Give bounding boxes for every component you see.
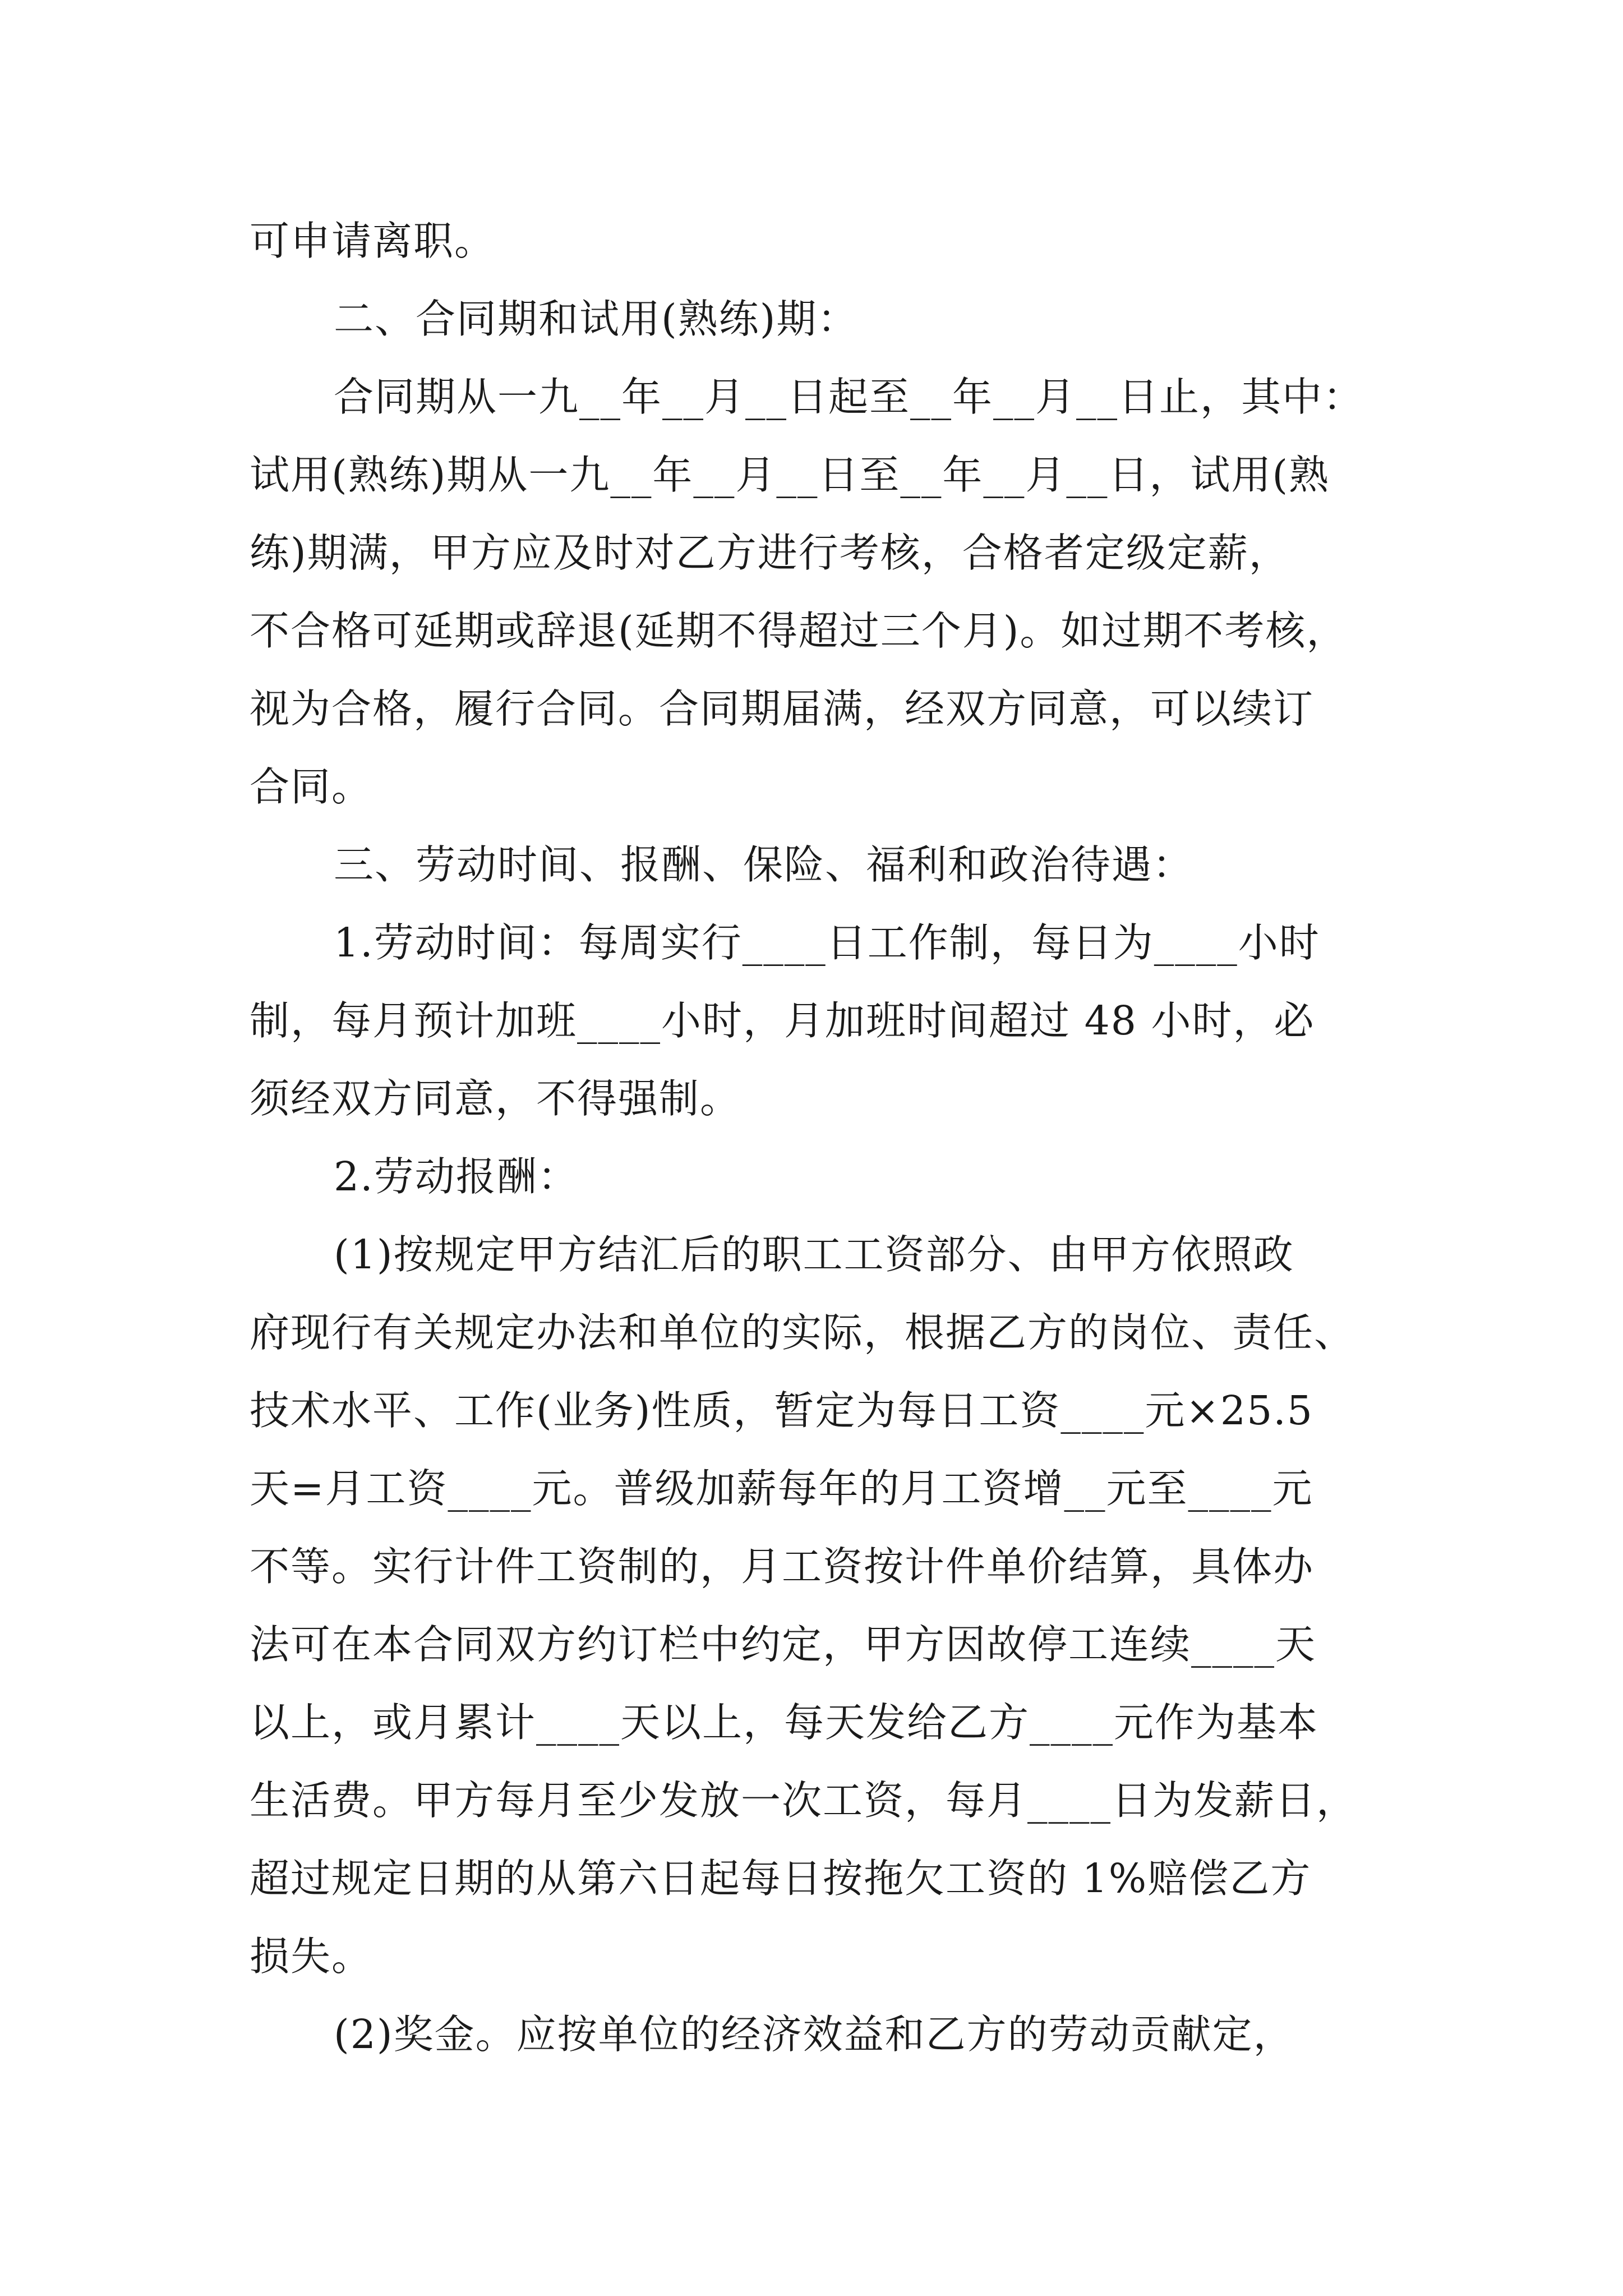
paragraph [250,1995,1377,2073]
text-line: 超过规定日期的从第六日起每日按拖欠工资的 1%赔偿乙方 [250,1855,1312,1902]
section-heading [250,280,1377,358]
text-line: 不合格可延期或辞退(延期不得超过三个月)。如过期不考核， [250,608,1348,654]
text-line: 技术水平、工作(业务)性质，暂定为每日工资____元×25.5 [250,1387,1313,1434]
paragraph [250,358,1377,826]
text-line: (2)奖金。应按单位的经济效益和乙方的劳动贡献定， [334,2011,1294,2058]
text-line: 生活费。甲方每月至少发放一次工资，每月____日为发薪日， [250,1777,1358,1824]
text-line: 视为合格，履行合同。合同期届满，经双方同意，可以续订 [250,685,1315,732]
paragraph [250,904,1377,1138]
text-line: (1)按规定甲方结汇后的职工工资部分、由甲方依照政 [334,1231,1294,1278]
section-heading [250,826,1377,904]
text-line: 1.劳动时间：每周实行____日工作制，每日为____小时 [334,919,1320,966]
text-line: 以上，或月累计____天以上，每天发给乙方____元作为基本 [250,1699,1319,1746]
text-line: 府现行有关规定办法和单位的实际，根据乙方的岗位、责任、 [250,1309,1355,1356]
text-line: 损失。 [250,1933,373,1980]
text-line: 试用(熟练)期从一九__年__月__日至__年__月__日，试用(熟 [250,452,1330,498]
text-line: 三、劳动时间、报酬、保险、福利和政治待遇： [334,841,1194,888]
text-line: 须经双方同意，不得强制。 [250,1075,741,1122]
text-line: 不等。实行计件工资制的，月工资按计件单价结算，具体办 [250,1543,1315,1590]
paragraph [250,1216,1377,1995]
text-line: 二、合同期和试用(熟练)期： [334,296,859,342]
document-page [250,202,1377,2073]
text-line: 2.劳动报酬： [334,1153,579,1200]
text-line: 天=月工资____元。普级加薪每年的月工资增__元至____元 [250,1465,1313,1512]
paragraph [250,202,1377,280]
text-line: 可申请离职。 [250,218,496,264]
text-line: 法可在本合同双方约订栏中约定，甲方因故停工连续____天 [250,1621,1317,1668]
text-line: 合同。 [250,763,373,810]
text-line: 合同期从一九__年__月__日起至__年__月__日止，其中： [334,374,1364,420]
text-line: 制，每月预计加班____小时，月加班时间超过 48 小时，必 [250,997,1315,1044]
subheading [250,1138,1377,1216]
text-line: 练)期满，甲方应及时对乙方进行考核，合格者定级定薪， [250,530,1290,576]
